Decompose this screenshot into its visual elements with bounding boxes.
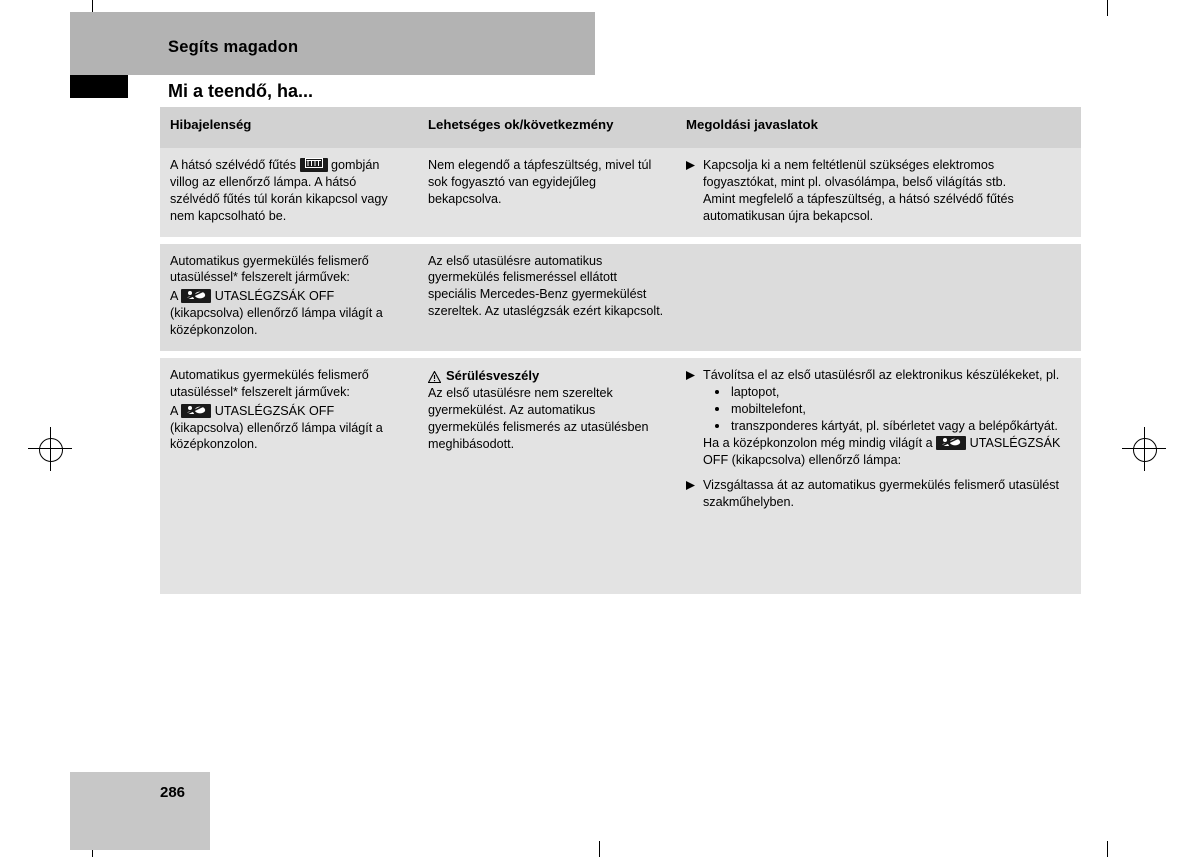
arrow-right-icon	[686, 371, 695, 384]
cause-text: Az első utasülésre automatikus gyermekülés felismeréssel ellátott speciális Mercedes-Benz gyermekülést szereltek. Az utaslégzsák ezért kikapcsolt.	[428, 253, 664, 319]
crop-mark-bottom-right-v	[1107, 841, 1108, 857]
registration-mark-right	[1133, 438, 1157, 462]
list-item: mobiltelefont,	[713, 401, 1069, 418]
page-title: Mi a teendő, ha...	[168, 81, 314, 101]
solution-arrow-text: Vizsgáltassa át az automatikus gyermekülés felismerő utasülést szakműhelyben.	[703, 478, 1060, 509]
warning-text: Az első utasülésre nem szereltek gyermekülést. Az automatikus gyermekülés felismerés az utasülésben meghibásodott.	[428, 386, 649, 451]
passenger-airbag-off-icon	[181, 404, 211, 418]
warning-triangle-icon	[428, 370, 441, 382]
problem-line-2	[170, 403, 406, 454]
cell-problem	[160, 244, 418, 351]
problem-line-2-suffix: UTASLÉGZSÁK OFF (kikapcsolva) ellenőrző lámpa világít a középkonzolon.	[170, 289, 383, 337]
cell-problem	[160, 148, 418, 237]
problem-line-2-suffix: UTASLÉGZSÁK OFF (kikapcsolva) ellenőrző lámpa világít a középkonzolon.	[170, 403, 383, 452]
column-header-problem: Hibajelenség	[160, 107, 418, 148]
solution-arrow-item	[686, 367, 1069, 384]
table-header-row	[160, 107, 1081, 148]
passenger-airbag-off-icon	[936, 436, 966, 450]
problem-line-2-prefix: A	[170, 289, 178, 304]
cell-solution	[676, 148, 1081, 237]
solution-arrow-item	[686, 157, 1069, 191]
registration-mark-left-vline	[50, 427, 51, 471]
solution-note	[703, 435, 1069, 469]
solution-bullet-list	[703, 384, 1069, 435]
chapter-tab	[70, 75, 128, 98]
row-gap	[160, 351, 1081, 358]
table-row	[160, 148, 1081, 237]
page-number: 286	[160, 784, 186, 801]
solution-note-after-symbol: UTASLÉGZSÁK OFF (kikapcsolva) ellenőrző lámpa:	[703, 436, 1061, 468]
cell-solution	[676, 358, 1081, 594]
problem-line-2-prefix: A	[170, 403, 178, 418]
arrow-right-icon	[686, 161, 695, 191]
warning-heading	[428, 367, 664, 384]
solution-note: Amint megfelelő a tápfeszültség, a hátsó szélvédő fűtés automatikusan újra bekapcsol.	[703, 191, 1014, 223]
cause-text: Nem elegendő a tápfeszültség, mivel túl sok fogyasztó van egyidejűleg bekapcsolva.	[428, 158, 652, 206]
rear-window-heater-icon	[300, 158, 328, 172]
crop-mark-bottom-center-v	[599, 841, 600, 857]
problem-line-1: Automatikus gyermekülés felismerő utasüléssel* felszerelt járművek:	[170, 367, 369, 399]
cell-solution	[676, 244, 1081, 351]
arrow-right-icon	[686, 481, 695, 511]
problem-text	[170, 157, 406, 225]
row-gap	[160, 237, 1081, 244]
registration-mark-right-vline	[1144, 427, 1145, 471]
problem-line-1: Automatikus gyermekülés felismerő utasüléssel* felszerelt járművek:	[170, 253, 369, 285]
problem-text-before-symbol: A hátsó szélvédő fűtés	[170, 158, 297, 172]
problem-text-after-symbol: gombján villog az ellenőrző lámpa. A hátsó szélvédő fűtés túl korán kikapcsol vagy nem kapcsolható be.	[170, 158, 388, 223]
header-band	[70, 12, 595, 75]
cell-cause	[418, 148, 676, 237]
warning-title: Sérülésveszély	[446, 367, 540, 383]
list-item: transzponderes kártyát, pl. síbérletet vagy a belépőkártyát.	[713, 418, 1069, 435]
table-row	[160, 358, 1081, 594]
table-row	[160, 244, 1081, 351]
solution-note-before-symbol: Ha a középkonzolon még mindig világít a	[703, 436, 933, 451]
footer-band	[70, 772, 210, 850]
list-item: laptopot,	[713, 384, 1069, 401]
section-title: Segíts magadon	[168, 38, 299, 56]
column-header-solution: Megoldási javaslatok	[676, 107, 1081, 148]
column-header-cause: Lehetséges ok/következmény	[418, 107, 676, 148]
cell-problem	[160, 358, 418, 594]
problem-line-2	[170, 288, 406, 339]
passenger-airbag-off-icon	[181, 289, 211, 303]
cell-cause	[418, 358, 676, 594]
troubleshooting-table	[160, 107, 1081, 594]
solution-arrow-item	[686, 477, 1069, 511]
solution-arrow-text: Távolítsa el az első utasülésről az elektronikus készülékeket, pl.	[703, 367, 1060, 382]
crop-mark-top-right-v	[1107, 0, 1108, 16]
solution-arrow-text: Kapcsolja ki a nem feltétlenül szükséges elektromos fogyasztókat, mint pl. olvasólámpa, belső világítás stb.	[703, 158, 1007, 189]
registration-mark-left	[39, 438, 63, 462]
cell-cause	[418, 244, 676, 351]
